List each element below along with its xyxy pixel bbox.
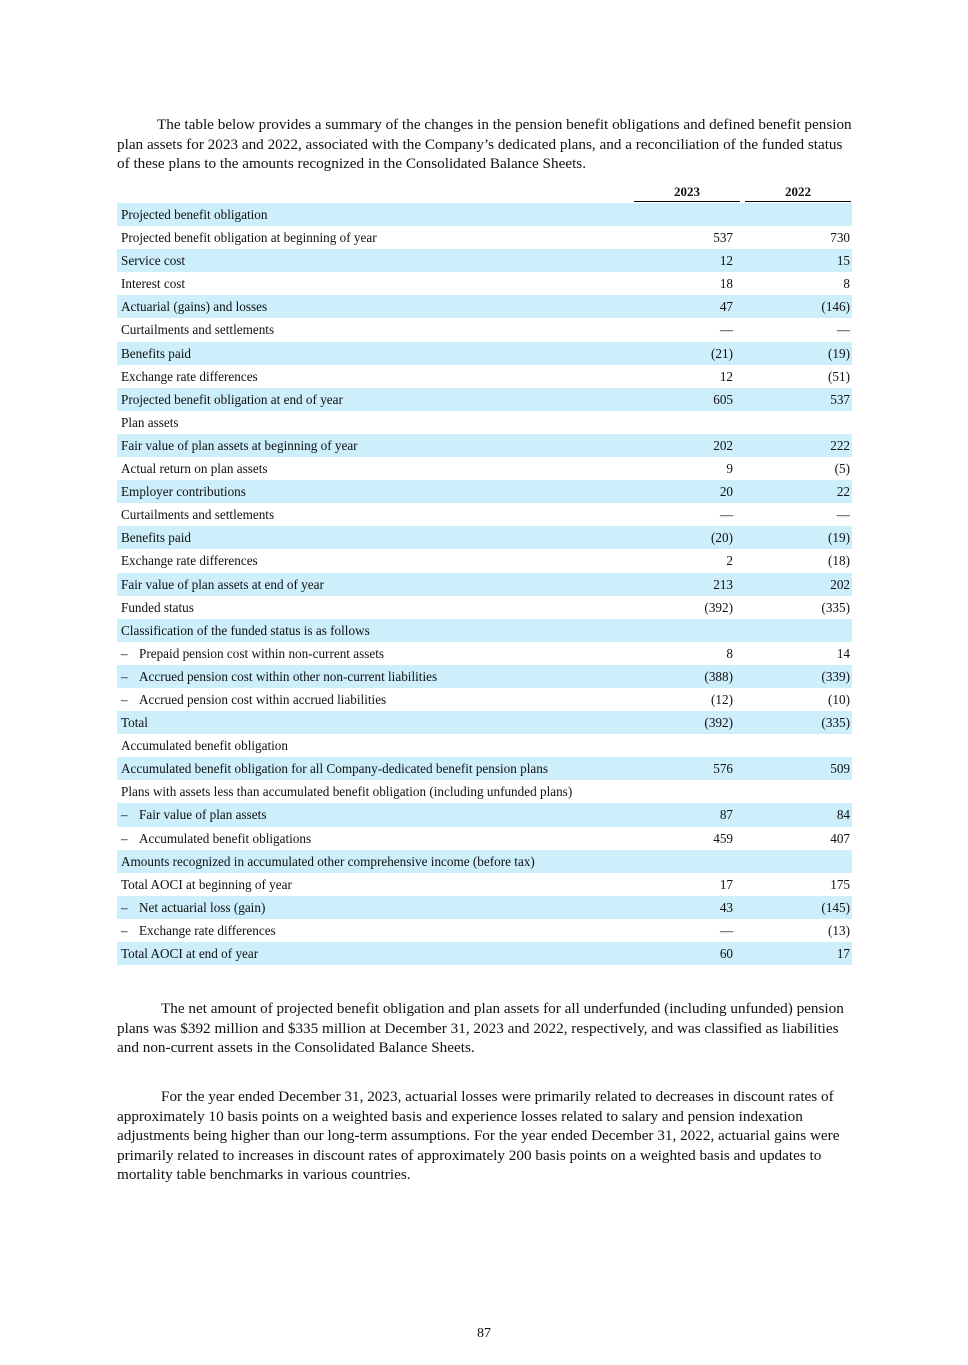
value-2023: (20)	[711, 530, 733, 546]
value-2023: 8	[726, 645, 733, 661]
value-2023: —	[719, 322, 733, 338]
value-2023: 47	[719, 299, 733, 315]
value-2023: (12)	[711, 691, 733, 707]
value-2023: 605	[713, 391, 733, 407]
table-row	[117, 642, 852, 665]
row-label-text: Total AOCI at beginning of year	[121, 876, 292, 892]
row-label	[121, 549, 258, 572]
value-2023: (388)	[704, 668, 733, 684]
row-label-text: Exchange rate differences	[121, 553, 258, 569]
value-2023: 576	[713, 761, 733, 777]
row-label	[121, 318, 274, 341]
column-header-2023: 2023	[634, 184, 740, 202]
row-label-text: Fair value of plan assets at end of year	[121, 576, 324, 592]
row-label-text: Curtailments and settlements	[121, 507, 275, 523]
row-label	[121, 596, 194, 619]
row-label-text: Classification of the funded status is as follows	[121, 622, 370, 638]
table-row	[117, 596, 852, 619]
row-label	[121, 734, 288, 757]
table-row	[117, 365, 852, 388]
value-2023: —	[719, 922, 733, 938]
table-row	[117, 711, 852, 734]
row-label	[121, 503, 274, 526]
row-label-text: Exchange rate differences	[139, 922, 276, 938]
value-2022: —	[836, 507, 850, 523]
bullet-dash: –	[121, 830, 128, 846]
row-label	[121, 434, 358, 457]
row-label-text: Accumulated benefit obligation for all Company-dedicated benefit pension plans	[121, 761, 548, 777]
row-label	[121, 642, 384, 665]
bullet-dash: –	[121, 645, 128, 661]
row-label-text: Employer contributions	[121, 484, 246, 500]
value-2022: 14	[836, 645, 850, 661]
table-row	[117, 896, 852, 919]
table-row	[117, 919, 852, 942]
value-2022: (335)	[821, 715, 850, 731]
row-label-text: Funded status	[121, 599, 194, 615]
row-label-text: Service cost	[121, 253, 186, 269]
value-2023: (392)	[704, 715, 733, 731]
row-label	[121, 757, 548, 780]
row-label-text: Actual return on plan assets	[121, 461, 268, 477]
row-label	[121, 803, 266, 826]
row-label-text: Amounts recognized in accumulated other comprehensive income (before tax)	[121, 853, 535, 869]
row-label	[121, 711, 148, 734]
value-2022: (339)	[821, 668, 850, 684]
row-label-text: Actuarial (gains) and losses	[121, 299, 268, 315]
table-row	[117, 203, 852, 226]
value-2023: (392)	[704, 599, 733, 615]
row-label	[121, 342, 191, 365]
value-2022: —	[836, 322, 850, 338]
table-row	[117, 619, 852, 642]
actuarial-paragraph: For the year ended December 31, 2023, actuarial losses were primarily related to decreases in discount rates of approximately 10 basis points on a weighted basis and experience losses related to salary and pension indexation adjustments being higher than our long-term assumptions. For the year ended December 31, 2022, actuarial gains were primarily related to increases in discount rates of approximately 200 basis points on a weighted basis and updates to mortality table benchmarks in various countries.	[117, 1088, 840, 1184]
value-2023: 12	[719, 253, 733, 269]
table-row	[117, 342, 852, 365]
bullet-dash: –	[121, 899, 128, 915]
table-row	[117, 318, 852, 341]
row-label-text: Curtailments and settlements	[121, 322, 275, 338]
row-label	[121, 457, 268, 480]
value-2023: 43	[719, 899, 733, 915]
value-2022: (18)	[828, 553, 850, 569]
table-row	[117, 757, 852, 780]
value-2022: 84	[836, 807, 850, 823]
value-2022: (51)	[828, 368, 850, 384]
row-label-text: Total AOCI at end of year	[121, 946, 259, 961]
table-row	[117, 526, 852, 549]
bullet-dash: –	[121, 691, 128, 707]
row-label-text: Fair value of plan assets	[139, 807, 267, 823]
row-label-text: Plans with assets less than accumulated benefit obligation (including unfunded plans)	[121, 784, 573, 800]
row-label-text: Prepaid pension cost within non-current assets	[139, 645, 385, 661]
table-row	[117, 457, 852, 480]
value-2022: 730	[830, 230, 850, 246]
row-label	[121, 365, 258, 388]
column-header-2022: 2022	[745, 184, 851, 202]
row-label	[121, 203, 268, 226]
row-label	[121, 619, 370, 642]
table-row	[117, 549, 852, 572]
table-row	[117, 734, 852, 757]
row-label	[121, 226, 377, 249]
row-label	[121, 873, 292, 896]
table-row	[117, 827, 852, 850]
value-2022: (335)	[821, 599, 850, 615]
table-row	[117, 226, 852, 249]
value-2022: 222	[830, 437, 850, 453]
row-label	[121, 688, 386, 711]
row-label-text: Accumulated benefit obligation	[121, 738, 288, 754]
value-2023: 87	[719, 807, 733, 823]
underfunded-paragraph: The net amount of projected benefit obligation and plan assets for all underfunded (including unfunded) pension plans was $392 million and $335 million at December 31, 2023 and 2022, respectively, and was classified as liabilities and non-current assets in the Consolidated Balance Sheets.	[117, 1000, 844, 1057]
row-label-text: Interest cost	[121, 276, 186, 292]
intro-paragraph: The table below provides a summary of the changes in the pension benefit obligations and defined benefit pension plan assets for 2023 and 2022, associated with the Company’s dedicated plans, and a reconciliation of the funded status of these plans to the amounts recognized in the Consolidated Balance Sheets.	[117, 116, 852, 173]
row-label	[121, 919, 276, 942]
value-2022: 17	[836, 946, 850, 961]
row-label-text: Benefits paid	[121, 345, 191, 361]
row-label-text: Projected benefit obligation at beginning of year	[121, 230, 377, 246]
row-label	[121, 573, 324, 596]
value-2022: 202	[830, 576, 850, 592]
table-row	[117, 480, 852, 503]
value-2022: 509	[830, 761, 850, 777]
value-2023: 12	[719, 368, 733, 384]
value-2022: 15	[836, 253, 850, 269]
value-2023: (21)	[711, 345, 733, 361]
table-row	[117, 503, 852, 526]
value-2023: 2	[726, 553, 733, 569]
row-label	[121, 388, 343, 411]
row-label-text: Accumulated benefit obligations	[139, 830, 312, 846]
pension-table	[117, 203, 852, 965]
row-label-text: Net actuarial loss (gain)	[139, 899, 266, 915]
value-2023: 202	[713, 437, 733, 453]
table-row	[117, 803, 852, 826]
row-label	[121, 480, 246, 503]
value-2022: (146)	[821, 299, 850, 315]
row-label	[121, 295, 267, 318]
table-row	[117, 942, 852, 965]
value-2023: 20	[719, 484, 733, 500]
table-row	[117, 411, 852, 434]
bullet-dash: –	[121, 807, 128, 823]
table-row	[117, 688, 852, 711]
table-row	[117, 873, 852, 896]
row-label	[121, 827, 311, 850]
table-header	[117, 184, 852, 202]
row-label-text: Total	[121, 715, 148, 731]
table-row	[117, 434, 852, 457]
row-label	[121, 411, 179, 434]
table-row	[117, 573, 852, 596]
bullet-dash: –	[121, 922, 128, 938]
table-row	[117, 272, 852, 295]
row-label-text: Accrued pension cost within accrued liabilities	[139, 691, 387, 707]
value-2022: 175	[830, 876, 850, 892]
value-2022: 22	[836, 484, 850, 500]
value-2022: (19)	[828, 345, 850, 361]
value-2022: (13)	[828, 922, 850, 938]
value-2023: 18	[719, 276, 733, 292]
value-2023: —	[719, 507, 733, 523]
row-label	[121, 526, 191, 549]
value-2023: 9	[726, 461, 733, 477]
row-label-text: Projected benefit obligation	[121, 207, 268, 222]
row-label	[121, 780, 572, 803]
value-2022: (5)	[834, 461, 850, 477]
row-label-text: Exchange rate differences	[121, 368, 258, 384]
value-2022: 8	[843, 276, 850, 292]
row-label-text: Fair value of plan assets at beginning of year	[121, 437, 358, 453]
row-label	[121, 896, 265, 919]
value-2023: 213	[713, 576, 733, 592]
value-2022: (10)	[828, 691, 850, 707]
row-label	[121, 272, 185, 295]
table-row	[117, 249, 852, 272]
row-label	[121, 665, 437, 688]
row-label	[121, 249, 185, 272]
table-row	[117, 388, 852, 411]
value-2023: 17	[719, 876, 733, 892]
table-row	[117, 780, 852, 803]
value-2023: 60	[719, 946, 733, 961]
page-number: 87	[477, 1326, 491, 1341]
value-2022: (19)	[828, 530, 850, 546]
value-2022: 407	[830, 830, 850, 846]
table-row	[117, 665, 852, 688]
value-2023: 459	[713, 830, 733, 846]
table-row	[117, 850, 852, 873]
row-label-text: Benefits paid	[121, 530, 191, 546]
value-2023: 537	[713, 230, 733, 246]
row-label	[121, 850, 535, 873]
row-label-text: Projected benefit obligation at end of year	[121, 391, 343, 407]
bullet-dash: –	[121, 668, 128, 684]
row-label-text: Accrued pension cost within other non-current liabilities	[139, 668, 438, 684]
value-2022: 537	[830, 391, 850, 407]
row-label-text: Plan assets	[121, 414, 179, 430]
value-2022: (145)	[821, 899, 850, 915]
table-row	[117, 295, 852, 318]
row-label	[121, 942, 258, 965]
